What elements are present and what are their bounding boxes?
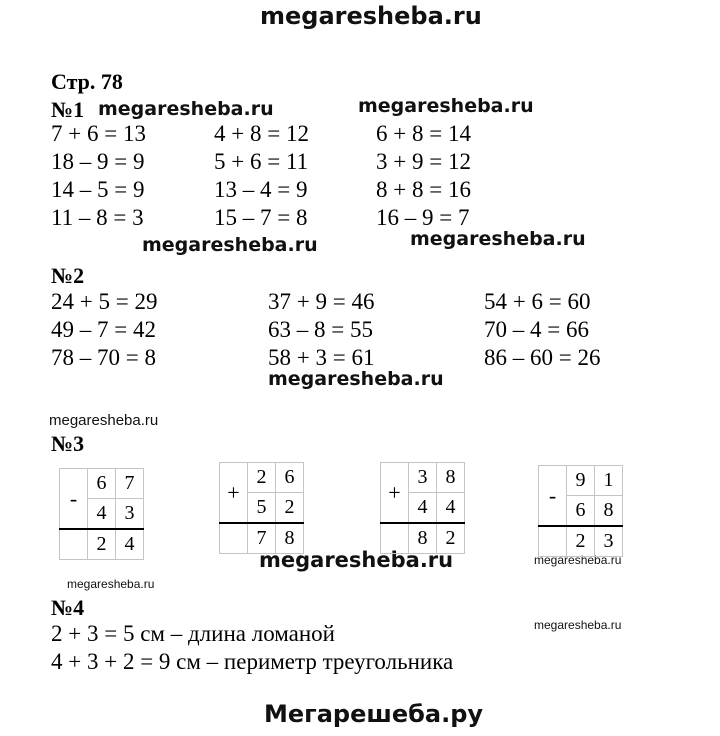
equation: 3 + 9 = 12 xyxy=(376,149,471,174)
task2-column-3 xyxy=(484,288,600,372)
equation: 14 – 5 = 9 xyxy=(51,177,145,202)
result-row xyxy=(60,529,144,560)
equation: 18 – 9 = 9 xyxy=(51,149,145,174)
task3-heading: №3 xyxy=(51,431,85,456)
grid-row xyxy=(381,463,465,493)
watermark: megaresheba.ru xyxy=(268,368,444,390)
digit-cell: 8 xyxy=(409,523,437,554)
empty-cell xyxy=(539,526,567,557)
page-title: Стр. 78 xyxy=(51,69,123,94)
result-row xyxy=(539,526,623,557)
task2-column-1 xyxy=(51,288,157,372)
digit-cell: 2 xyxy=(567,526,595,557)
grid-row xyxy=(539,466,623,496)
answer-line: 2 + 3 = 5 см – длина ломаной xyxy=(51,621,335,646)
equation: 5 + 6 = 11 xyxy=(214,149,309,174)
digit-cell: 4 xyxy=(116,529,144,560)
equation: 16 – 9 = 7 xyxy=(376,205,470,230)
task1-column-3 xyxy=(376,120,471,232)
digit-cell: 8 xyxy=(276,523,304,554)
digit-cell: 6 xyxy=(276,463,304,493)
equation: 6 + 8 = 14 xyxy=(376,121,471,146)
equation: 58 + 3 = 61 xyxy=(268,345,375,370)
watermark-small: megaresheba.ru xyxy=(534,618,622,632)
digit-cell: 2 xyxy=(248,463,276,493)
equation: 70 – 4 = 66 xyxy=(484,317,589,342)
digit-cell: 8 xyxy=(595,496,623,527)
digit-cell: 4 xyxy=(88,499,116,530)
task1-column-2 xyxy=(214,120,309,232)
digit-cell: 6 xyxy=(567,496,595,527)
empty-cell xyxy=(60,529,88,560)
task1-column-1 xyxy=(51,120,146,232)
equation: 49 – 7 = 42 xyxy=(51,317,156,342)
task4-lines xyxy=(51,620,453,676)
grid-row xyxy=(60,469,144,499)
watermark-small: megaresheba.ru xyxy=(67,577,155,591)
digit-cell: 2 xyxy=(88,529,116,560)
column-addition-1 xyxy=(219,462,304,554)
watermark: megaresheba.ru xyxy=(142,234,318,256)
equation: 37 + 9 = 46 xyxy=(268,289,375,314)
column-subtraction-1 xyxy=(59,468,144,560)
result-row xyxy=(220,523,304,554)
equation: 13 – 4 = 9 xyxy=(214,177,308,202)
empty-cell xyxy=(220,523,248,554)
equation: 63 – 8 = 55 xyxy=(268,317,373,342)
equation: 11 – 8 = 3 xyxy=(51,205,144,230)
equation: 4 + 8 = 12 xyxy=(214,121,309,146)
digit-cell: 9 xyxy=(567,466,595,496)
watermark: megaresheba.ru xyxy=(98,98,274,120)
equation: 8 + 8 = 16 xyxy=(376,177,471,202)
digit-cell: 2 xyxy=(276,493,304,524)
watermark: megaresheba.ru xyxy=(410,228,586,250)
operator-sign: + xyxy=(381,463,409,524)
digit-cell: 2 xyxy=(437,523,465,554)
digit-cell: 4 xyxy=(409,493,437,524)
answer-line: 4 + 3 + 2 = 9 см – периметр треугольника xyxy=(51,649,454,674)
task2-column-2 xyxy=(268,288,374,372)
result-row xyxy=(381,523,465,554)
digit-cell: 3 xyxy=(595,526,623,557)
equation: 15 – 7 = 8 xyxy=(214,205,308,230)
digit-cell: 5 xyxy=(248,493,276,524)
column-subtraction-2 xyxy=(538,465,623,557)
equation: 78 – 70 = 8 xyxy=(51,345,156,370)
task4-heading: №4 xyxy=(51,595,85,620)
operator-sign: - xyxy=(539,466,567,527)
digit-cell: 4 xyxy=(437,493,465,524)
task2-heading: №2 xyxy=(51,263,85,288)
empty-cell xyxy=(381,523,409,554)
digit-cell: 3 xyxy=(116,499,144,530)
digit-cell: 6 xyxy=(88,469,116,499)
operator-sign: - xyxy=(60,469,88,530)
watermark: megaresheba.ru xyxy=(259,548,454,572)
digit-cell: 7 xyxy=(116,469,144,499)
watermark-small: megaresheba.ru xyxy=(534,553,622,567)
watermark: megaresheba.ru xyxy=(358,95,534,117)
digit-cell: 1 xyxy=(595,466,623,496)
equation: 54 + 6 = 60 xyxy=(484,289,591,314)
watermark-bottom: Мегарешеба.ру xyxy=(264,700,484,728)
equation: 7 + 6 = 13 xyxy=(51,121,146,146)
watermark-small: megaresheba.ru xyxy=(49,412,159,429)
equation: 86 – 60 = 26 xyxy=(484,345,601,370)
digit-cell: 8 xyxy=(437,463,465,493)
column-addition-2 xyxy=(380,462,465,554)
digit-cell: 7 xyxy=(248,523,276,554)
operator-sign: + xyxy=(220,463,248,524)
watermark-top: megaresheba.ru xyxy=(260,2,482,30)
task1-heading: №1 xyxy=(51,97,85,122)
equation: 24 + 5 = 29 xyxy=(51,289,158,314)
digit-cell: 3 xyxy=(409,463,437,493)
grid-row xyxy=(220,463,304,493)
